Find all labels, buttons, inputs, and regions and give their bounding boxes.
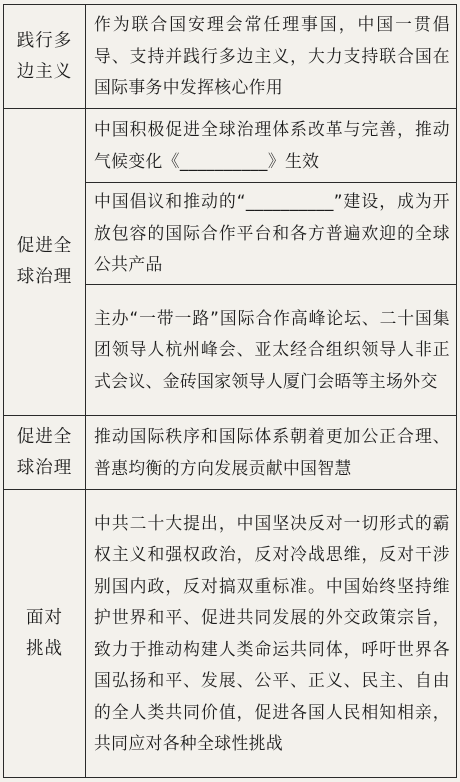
content-table (3, 4, 457, 778)
row-content: 推动国际秩序和国际体系朝着更加公正合理、普惠均衡的方向发展贡献中国智慧 (86, 416, 457, 490)
row-content: 主办“一带一路”国际合作高峰论坛、二十国集团领导人杭州峰会、亚太经合组织领导人非正式会议、金砖国家领导人厦门会晤等主场外交 (86, 285, 457, 416)
table-row (4, 416, 457, 490)
row-label: 面对 挑战 (4, 490, 86, 778)
row-label: 促进全 球治理 (4, 416, 86, 490)
row-label: 践行多 边主义 (4, 5, 86, 109)
table-row (4, 109, 457, 183)
row-content: 中共二十大提出，中国坚决反对一切形式的霸权主义和强权政治，反对冷战思维，反对干涉别国内政，反对搞双重标准。中国始终坚持维护世界和平、促进共同发展的外交政策宗旨，致力于推动构建人类命运共同体，呼吁世界各国弘扬和平、发展、公平、正义、民主、自由的全人类共同价值，促进各国人民相知相亲，共同应对各种全球性挑战 (86, 490, 457, 778)
table-row (4, 490, 457, 778)
row-content: 中国积极促进全球治理体系改革与完善，推动气候变化《__________》生效 (86, 109, 457, 183)
row-content: 中国倡议和推动的“__________”建设，成为开放包容的国际合作平台和各方普遍欢迎的全球公共产品 (86, 183, 457, 285)
row-content: 作为联合国安理会常任理事国，中国一贯倡导、支持并践行多边主义，大力支持联合国在国际事务中发挥核心作用 (86, 5, 457, 109)
table-row (4, 5, 457, 109)
row-label: 促进全 球治理 (4, 109, 86, 416)
